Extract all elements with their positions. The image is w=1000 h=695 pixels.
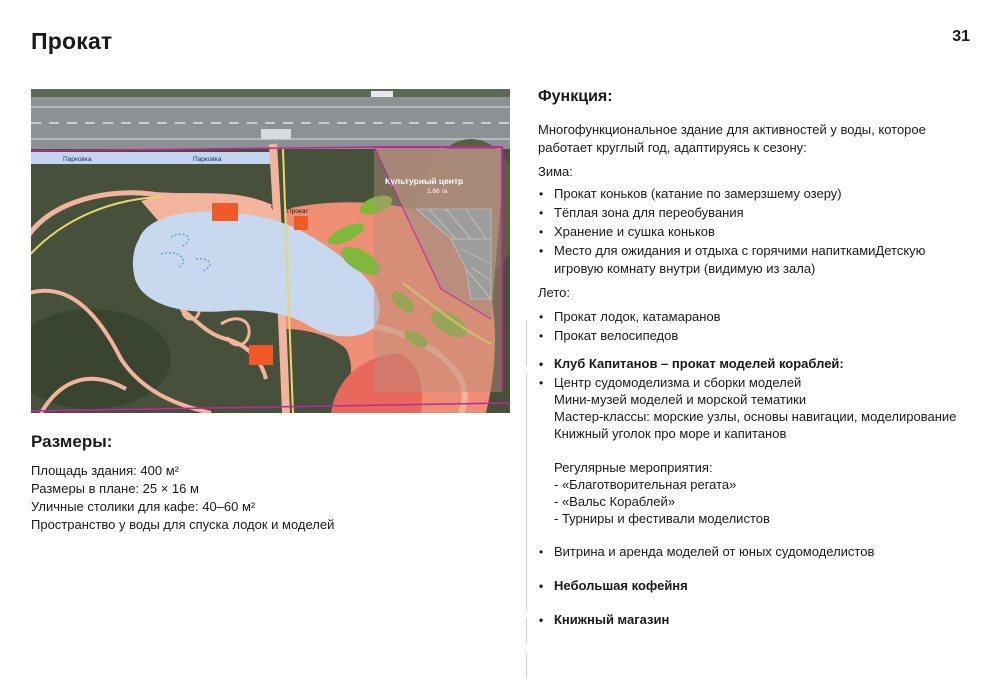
sizes-line: Пространство у воды для спуска лодок и моделей — [31, 517, 335, 532]
bookstore-item: • Книжный магазин — [538, 611, 968, 629]
winter-list — [538, 185, 968, 278]
summer-list — [538, 308, 968, 345]
events-label: Регулярные мероприятия: — [554, 460, 713, 475]
club-showcase: • Витрина и аренда моделей от юных судомоделистов — [538, 543, 968, 561]
event-item: - «Благотворительная регата» — [554, 477, 737, 492]
list-item: • Прокат коньков (катание по замерзшему озеру) — [538, 185, 968, 203]
sizes-line: Размеры в плане: 25 × 16 м — [31, 481, 199, 496]
cafe-item: • Небольшая кофейня — [538, 577, 968, 595]
rental-building — [294, 216, 308, 230]
function-intro: Многофункциональное здание для активностей у воды, которое работает круглый год, адаптируясь к сезону: — [538, 122, 926, 155]
club-center — [538, 374, 968, 527]
club-bracket — [526, 374, 527, 610]
site-plan-map — [31, 89, 510, 413]
summer-bracket — [526, 320, 527, 366]
club-detail: Мини-музей моделей и морской тематики — [554, 392, 807, 407]
club-detail: Книжный уголок про море и капитанов — [554, 426, 787, 441]
club-title: • Клуб Капитанов – прокат моделей кораблей: — [538, 355, 968, 373]
bookstore-list — [538, 611, 968, 629]
list-item: • Хранение и сушка коньков — [538, 223, 968, 241]
page-number: 31 — [952, 28, 970, 45]
list-item: • Место для ожидания и отдыха с горячими напиткамиДетскую игровую комнату внутри (видимую из зала) — [538, 242, 968, 278]
club-list — [538, 355, 968, 561]
club-detail: Мастер-классы: морские узлы, основы навигации, моделирование — [554, 409, 957, 424]
bookstore-bracket — [526, 653, 527, 679]
function-section — [538, 88, 968, 630]
list-item: • Тёплая зона для переобувания — [538, 204, 968, 222]
cafe-bracket — [526, 618, 527, 644]
culture-center-label: Культурный центр — [385, 176, 464, 186]
summer-label: Лето: — [538, 285, 570, 300]
club-center-text: • Центр судомоделизма и сборки моделей — [554, 375, 802, 390]
sizes-section — [31, 432, 491, 534]
event-item: - Турниры и фестивали моделистов — [554, 511, 770, 526]
sizes-line: Уличные столики для кафе: 40–60 м² — [31, 499, 256, 514]
list-item: • Прокат лодок, катамаранов — [538, 308, 968, 326]
list-item: • Прокат велосипедов — [538, 327, 968, 345]
event-item: - «Вальс Кораблей» — [554, 494, 675, 509]
page-title: Прокат — [31, 28, 113, 54]
winter-label: Зима: — [538, 164, 573, 179]
sizes-line: Площадь здания: 400 м² — [31, 463, 179, 478]
cafe-list — [538, 577, 968, 595]
function-heading: Функция: — [538, 88, 613, 105]
parking-label-right: Парковка — [193, 156, 222, 163]
sizes-heading: Размеры: — [31, 432, 113, 451]
rental-label: Прокат — [287, 208, 309, 215]
parking-label-left: Парковка — [63, 156, 92, 163]
culture-center-area: 1.66 га — [427, 188, 448, 195]
